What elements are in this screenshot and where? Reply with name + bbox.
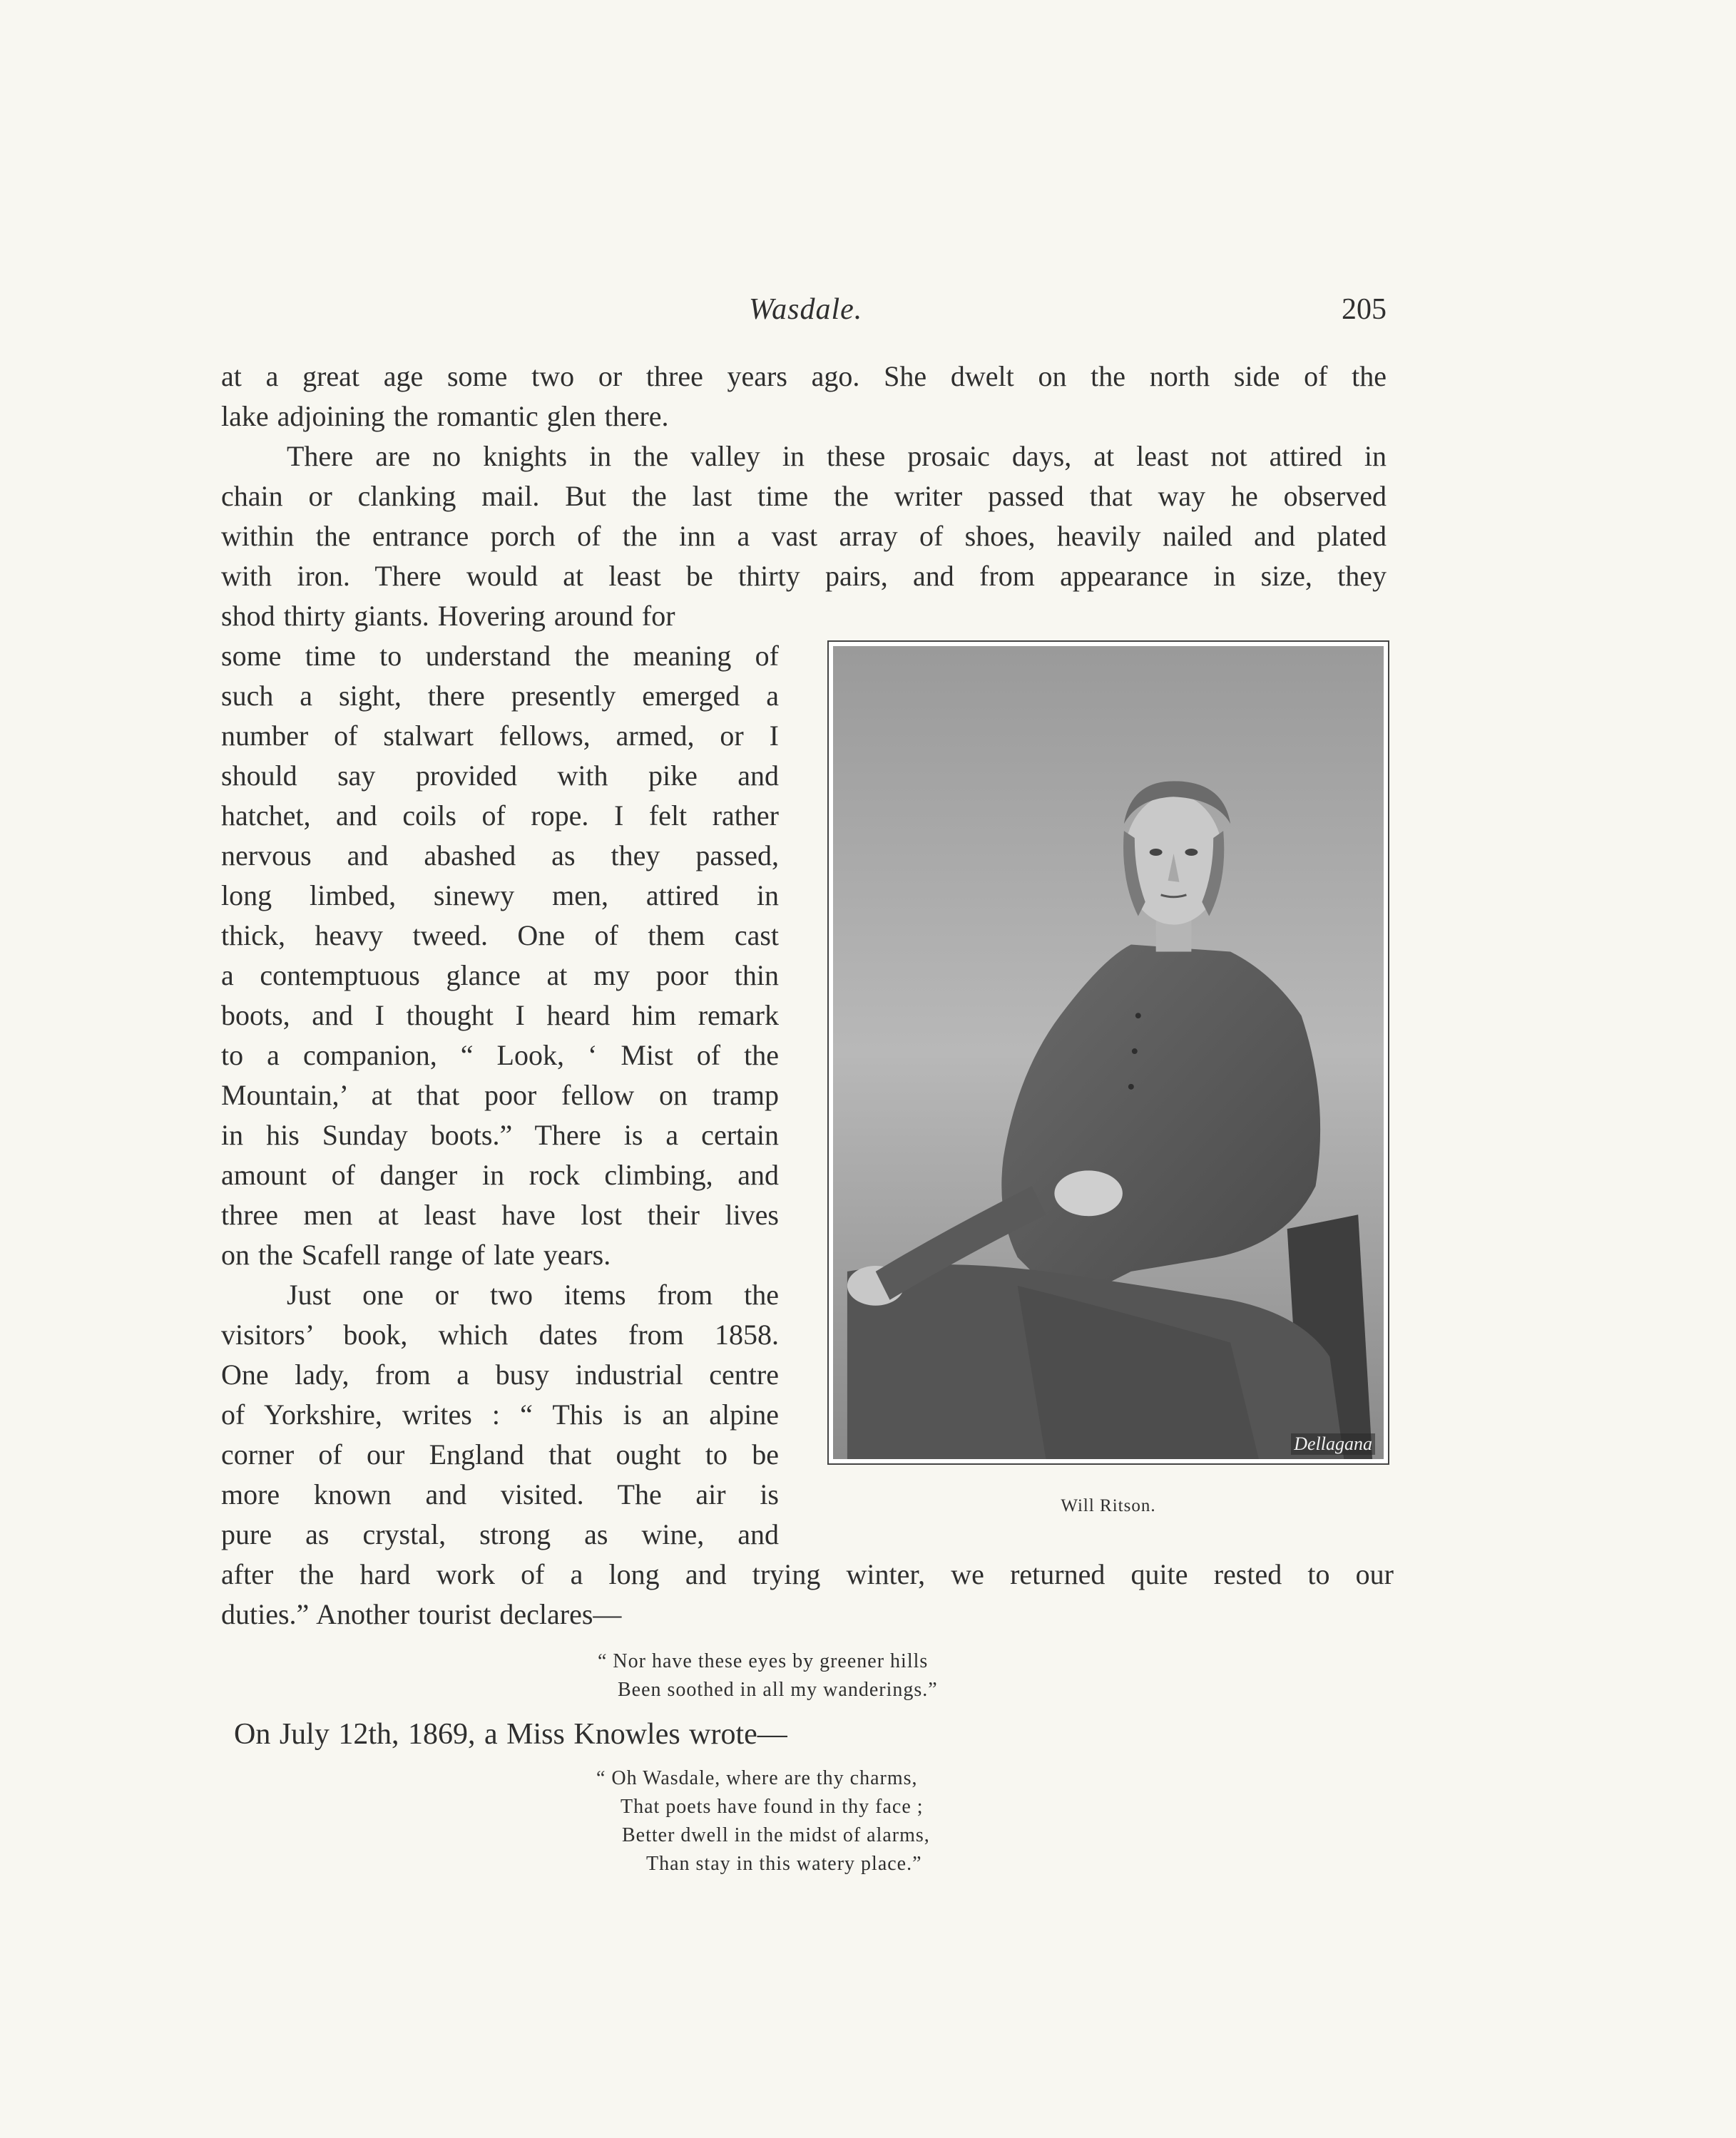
body-line: after the hard work of a long and trying winter, we returned quite rested to our (221, 1558, 1394, 1590)
body-line: nervous and abashed as they passed, (221, 839, 779, 871)
body-line: to a companion, “ Look, ‘ Mist of the (221, 1039, 779, 1071)
verse-line: Than stay in this watery place.” (646, 1853, 922, 1875)
verse-line: “ Oh Wasdale, where are thy charms, (596, 1767, 918, 1789)
body-line: Mountain,’ at that poor fellow on tramp (221, 1079, 779, 1111)
body-line: such a sight, there presently emerged a (221, 680, 779, 712)
body-line: should say provided with pike and (221, 759, 779, 792)
verse-line: Better dwell in the midst of alarms, (622, 1824, 930, 1846)
body-line: amount of danger in rock climbing, and (221, 1159, 779, 1191)
body-line: visitors’ book, which dates from 1858. (221, 1319, 779, 1351)
verse-quote-2 (596, 1764, 930, 1878)
body-line: One lady, from a busy industrial centre (221, 1359, 779, 1391)
body-line: Just one or two items from the (287, 1279, 779, 1311)
portrait-illustration (833, 646, 1384, 1459)
figure-caption: Will Ritson. (1061, 1496, 1156, 1515)
body-line: shod thirty giants. Hovering around for (221, 600, 675, 632)
verse-quote-1 (598, 1647, 938, 1704)
body-line: hatchet, and coils of rope. I felt rather (221, 799, 779, 832)
running-head (221, 292, 1387, 335)
body-line: chain or clanking mail. But the last time the writer passed that way he observed (221, 480, 1387, 512)
verse-line: That poets have found in thy face ; (621, 1796, 924, 1818)
body-line: duties.” Another tourist declares— (221, 1598, 622, 1630)
page-number: 205 (1342, 293, 1387, 326)
body-line: number of stalwart fellows, armed, or I (221, 720, 779, 752)
body-line: pure as crystal, strong as wine, and (221, 1518, 779, 1550)
body-line: corner of our England that ought to be (221, 1438, 779, 1470)
body-line: lake adjoining the romantic glen there. (221, 400, 669, 432)
body-line: in his Sunday boots.” There is a certain (221, 1119, 779, 1151)
body-line: within the entrance porch of the inn a vast array of shoes, heavily nailed and plated (221, 520, 1387, 552)
verse-line: “ Nor have these eyes by greener hills (598, 1650, 929, 1672)
running-title: Wasdale. (749, 293, 863, 326)
body-line: There are no knights in the valley in these prosaic days, at least not attired in (287, 440, 1387, 472)
body-line: thick, heavy tweed. One of them cast (221, 919, 779, 951)
body-line: three men at least have lost their lives (221, 1199, 779, 1231)
body-line: at a great age some two or three years ago. She dwelt on the north side of the (221, 360, 1387, 392)
body-line: On July 12th, 1869, a Miss Knowles wrote— (234, 1718, 787, 1751)
body-line: on the Scafell range of late years. (221, 1239, 611, 1271)
portrait-figure (827, 640, 1389, 1465)
body-line: boots, and I thought I heard him remark (221, 999, 779, 1031)
engraver-signature: Dellagana (1291, 1433, 1375, 1455)
body-line: a contemptuous glance at my poor thin (221, 959, 779, 991)
body-line: more known and visited. The air is (221, 1478, 779, 1510)
body-line: of Yorkshire, writes : “ This is an alpine (221, 1398, 779, 1431)
body-line: long limbed, sinewy men, attired in (221, 879, 779, 911)
portrait-photo (833, 646, 1384, 1459)
body-line: some time to understand the meaning of (221, 640, 779, 672)
verse-line: Been soothed in all my wanderings.” (618, 1679, 938, 1701)
body-line: with iron. There would at least be thirty pairs, and from appearance in size, they (221, 560, 1387, 592)
